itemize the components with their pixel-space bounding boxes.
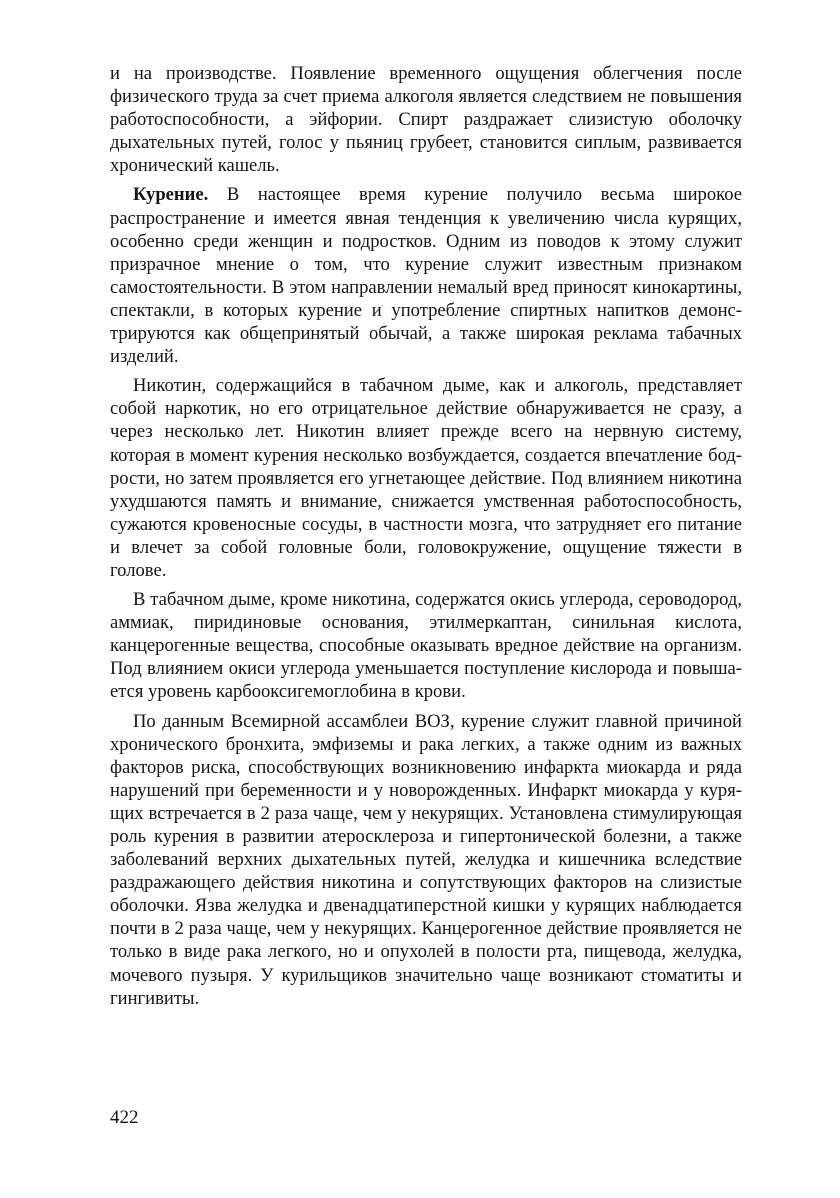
paragraph-4 [110,588,742,703]
paragraph-3-text: Никотин, содержащийся в табачном дыме, как и алкоголь, представляет собой наркотик, но его отрицательное действие обнаруживается не сразу, а через несколько лет. Никотин влияет прежде всего на нервную систему, которая в момент курения несколько возбуждается, создается впечатление бодрости, но затем проявляется его угнетающее действие. Под влиянием никотина ухудшаются память и внимание, снижается умственная работоспособность, сужаются кровеносные сосуды, в частности мозга, что затрудняет его питание и влечет за собой головные боли, головокружение, ощущение тяжести в голове. [110,375,742,581]
paragraph-2 [110,183,742,368]
paragraph-5 [110,710,742,1010]
paragraph-2-text: В настоящее время курение получило весьма широкое распространение и имеется явная тенденция к увеличению числа курящих, особенно среди женщин и подростков. Одним из поводов к этому служит призрачное мнение о том, что курение служит известным признаком самостоятельности. В этом направлении немалый вред приносят кинокартины, спектакли, в которых курение и употребление спиртных напитков демонстрируются как общепринятый обычай, а также широкая реклама табачных изделий. [110,184,742,368]
paragraph-1 [110,62,742,177]
section-heading-smoking: Курение. [133,184,209,206]
page-body [110,62,742,1010]
page-number: 422 [110,1107,139,1128]
paragraph-4-text: В табачном дыме, кроме никотина, содержатся окись углерода, сероводород, аммиак, пиридиновые основания, этилмеркаптан, синильная кислота, канцерогенные вещества, способные оказывать вредное действие на организм. Под влиянием окиси углерода уменьшается поступление кислорода и повышается уровень карбооксигемоглобина в крови. [110,589,742,703]
paragraph-3 [110,374,742,582]
paragraph-1-text: и на производстве. Появление временного ощущения облегчения после физического труда за счет приема алкоголя является следствием не повышения работоспособности, а эйфории. Спирт раздражает слизистую оболочку дыхательных путей, голос у пьяниц грубеет, становится сиплым, развивается хронический кашель. [110,63,742,177]
paragraph-5-text: По данным Всемирной ассамблеи ВОЗ, курение служит главной причиной хронического бронхита, эмфиземы и рака легких, а также одним из важных факторов риска, способствующих возникновению инфаркта миокарда и ряда нарушений при беременности и у новорожденных. Инфаркт миокарда у курящих встречается в 2 раза чаще, чем у некурящих. Установлена стимулирующая роль курения в развитии атеросклероза и гипертонической болезни, а также заболеваний верхних дыхательных путей, желудка и кишечника вследствие раздражающего действия никотина и сопутствующих факторов на слизистые оболочки. Язва желудка и двенадцатиперстной кишки у курящих наблюдается почти в 2 раза чаще, чем у некурящих. Канцерогенное действие проявляется не только в виде рака легкого, но и опухолей в полости рта, пищевода, желудка, мочевого пузыря. У курильщиков значительно чаще возникают стоматиты и гингивиты. [110,710,742,1009]
